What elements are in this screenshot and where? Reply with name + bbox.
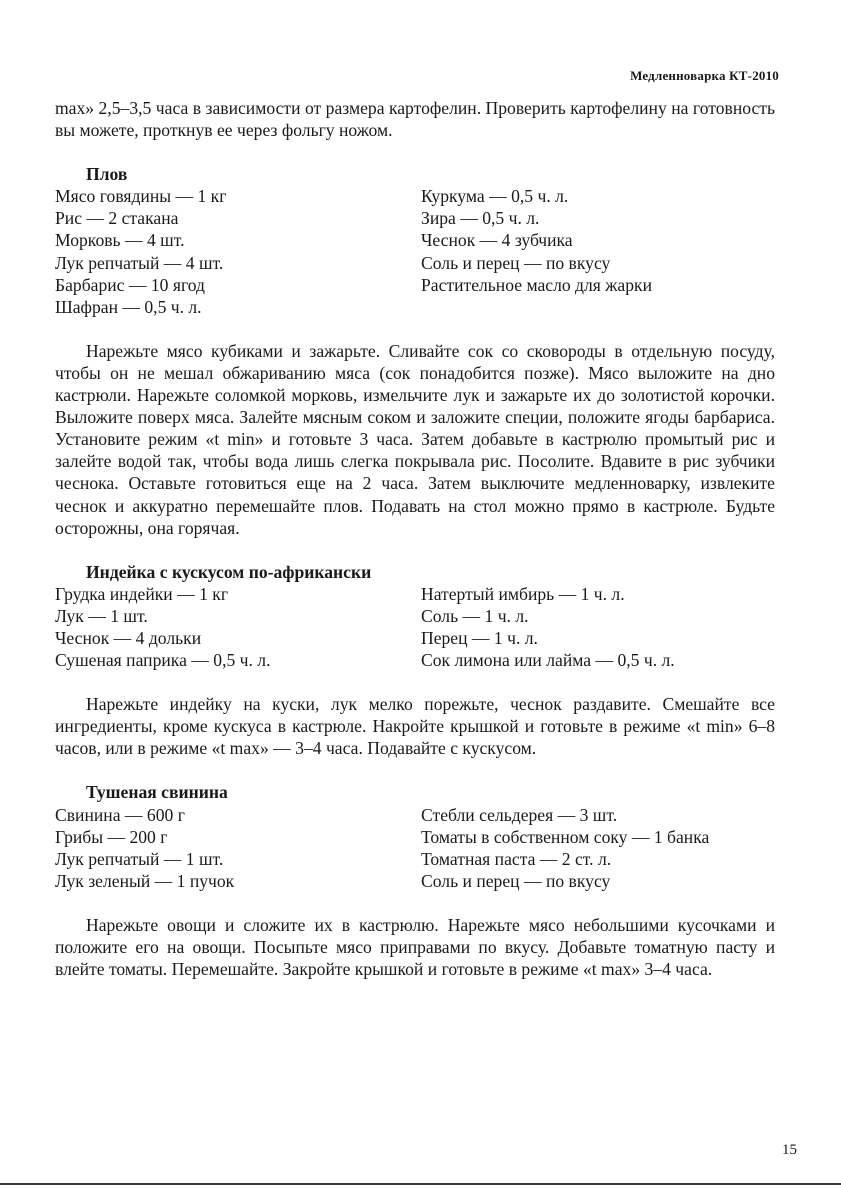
ingredient: Растительное масло для жарки — [421, 274, 652, 295]
ingredient: Барбарис — 10 ягод — [55, 274, 205, 295]
recipe-title: Плов — [86, 164, 128, 185]
page-content — [55, 97, 775, 980]
ingredient: Лук — 1 шт. — [55, 605, 148, 626]
ingredient: Грудка индейки — 1 кг — [55, 583, 229, 604]
ingredient: Морковь — 4 шт. — [55, 230, 185, 251]
ingredients-list — [55, 804, 775, 892]
ingredients-column-left — [55, 583, 421, 671]
ingredient: Перец — 1 ч. л. — [421, 627, 538, 648]
ingredient: Натертый имбирь — 1 ч. л. — [421, 583, 625, 604]
ingredient: Лук зеленый — 1 пучок — [55, 870, 235, 891]
ingredients-column-left — [55, 185, 421, 318]
recipe-title: Индейка с кускусом по-африкански — [86, 561, 372, 582]
ingredient: Лук репчатый — 4 шт. — [55, 252, 224, 273]
recipe-instructions: Нарежьте овощи и сложите их в кастрюлю. Нарежьте мясо небольшими кусочками и положите его на овощи. Посыпьте мясо приправами по вкусу. Добавьте томатную пасту и влейте томаты. Перемешайте. Закройте крышкой и готовьте в режиме «t max» 3–4 часа. — [55, 914, 775, 980]
ingredient: Зира — 0,5 ч. л. — [421, 208, 540, 229]
recipe-title: Тушеная свинина — [86, 782, 228, 803]
ingredient: Рис — 2 стакана — [55, 208, 179, 229]
ingredient: Куркума — 0,5 ч. л. — [421, 186, 569, 207]
ingredients-column-right — [421, 185, 775, 318]
ingredient: Грибы — 200 г — [55, 826, 168, 847]
recipe-turkey-couscous — [55, 561, 775, 760]
intro-paragraph: max» 2,5–3,5 часа в зависимости от размера картофелин. Проверить картофелину на готовность вы можете, проткнув ее через фольгу ножом. — [55, 98, 775, 141]
recipe-plov — [55, 163, 775, 539]
ingredient: Шафран — 0,5 ч. л. — [55, 296, 202, 317]
ingredients-list — [55, 583, 775, 671]
ingredient: Чеснок — 4 зубчика — [421, 230, 573, 251]
ingredients-column-left — [55, 804, 421, 892]
ingredient: Соль и перец — по вкусу — [421, 252, 611, 273]
recipe-instructions: Нарежьте индейку на куски, лук мелко порежьте, чеснок раздавите. Смешайте все ингредиенты, кроме кускуса в кастрюле. Накройте крышкой и готовьте в режиме «t min» 6–8 часов, или в режиме «t max» — 3–4 часа. Подавайте с кускусом. — [55, 694, 775, 759]
ingredient: Лук репчатый — 1 шт. — [55, 848, 224, 869]
ingredient: Соль — 1 ч. л. — [421, 605, 529, 626]
ingredient: Соль и перец — по вкусу — [421, 870, 611, 891]
ingredients-list — [55, 185, 775, 318]
ingredient: Томатная паста — 2 ст. л. — [421, 848, 612, 869]
recipe-instructions: Нарежьте мясо кубиками и зажарьте. Сливайте сок со сковороды в отдельную посуду, чтобы он не мешал обжариванию мяса (сок понадобится позже). Мясо выложите на дно кастрюли. Нарежьте соломкой морковь, измельчите лук и зажарьте их до золотистой корочки. Выложите поверх мяса. Залейте мясным соком и заложите специи, положите ягоды барбариса. Установите режим «t min» и готовьте 3 часа. Затем добавьте в кастрюлю промытый рис и залейте водой так, чтобы вода лишь слегка покрывала рис. Посолите. Вдавите в рис зубчики чеснока. Оставьте готовиться еще на 2 часа. Затем выключите медленноварку, извлеките чеснок и аккуратно перемешайте плов. Подавать на стол можно прямо в кастрюле. Будьте осторожны, она горячая. — [55, 340, 775, 538]
bottom-rule — [0, 1183, 841, 1185]
ingredient: Сок лимона или лайма — 0,5 ч. л. — [421, 650, 675, 671]
page-number: 15 — [782, 1142, 797, 1158]
recipe-stewed-pork — [55, 781, 775, 980]
ingredient: Свинина — 600 г — [55, 804, 185, 825]
ingredient: Стебли сельдерея — 3 шт. — [421, 804, 618, 825]
ingredients-column-right — [421, 583, 775, 671]
ingredient: Мясо говядины — 1 кг — [55, 186, 227, 207]
ingredient: Чеснок — 4 дольки — [55, 627, 202, 648]
ingredients-column-right — [421, 804, 775, 892]
ingredient: Томаты в собственном соку — 1 банка — [421, 826, 710, 847]
ingredient: Сушеная паприка — 0,5 ч. л. — [55, 650, 271, 671]
running-header: Медленноварка КТ-2010 — [630, 68, 779, 83]
